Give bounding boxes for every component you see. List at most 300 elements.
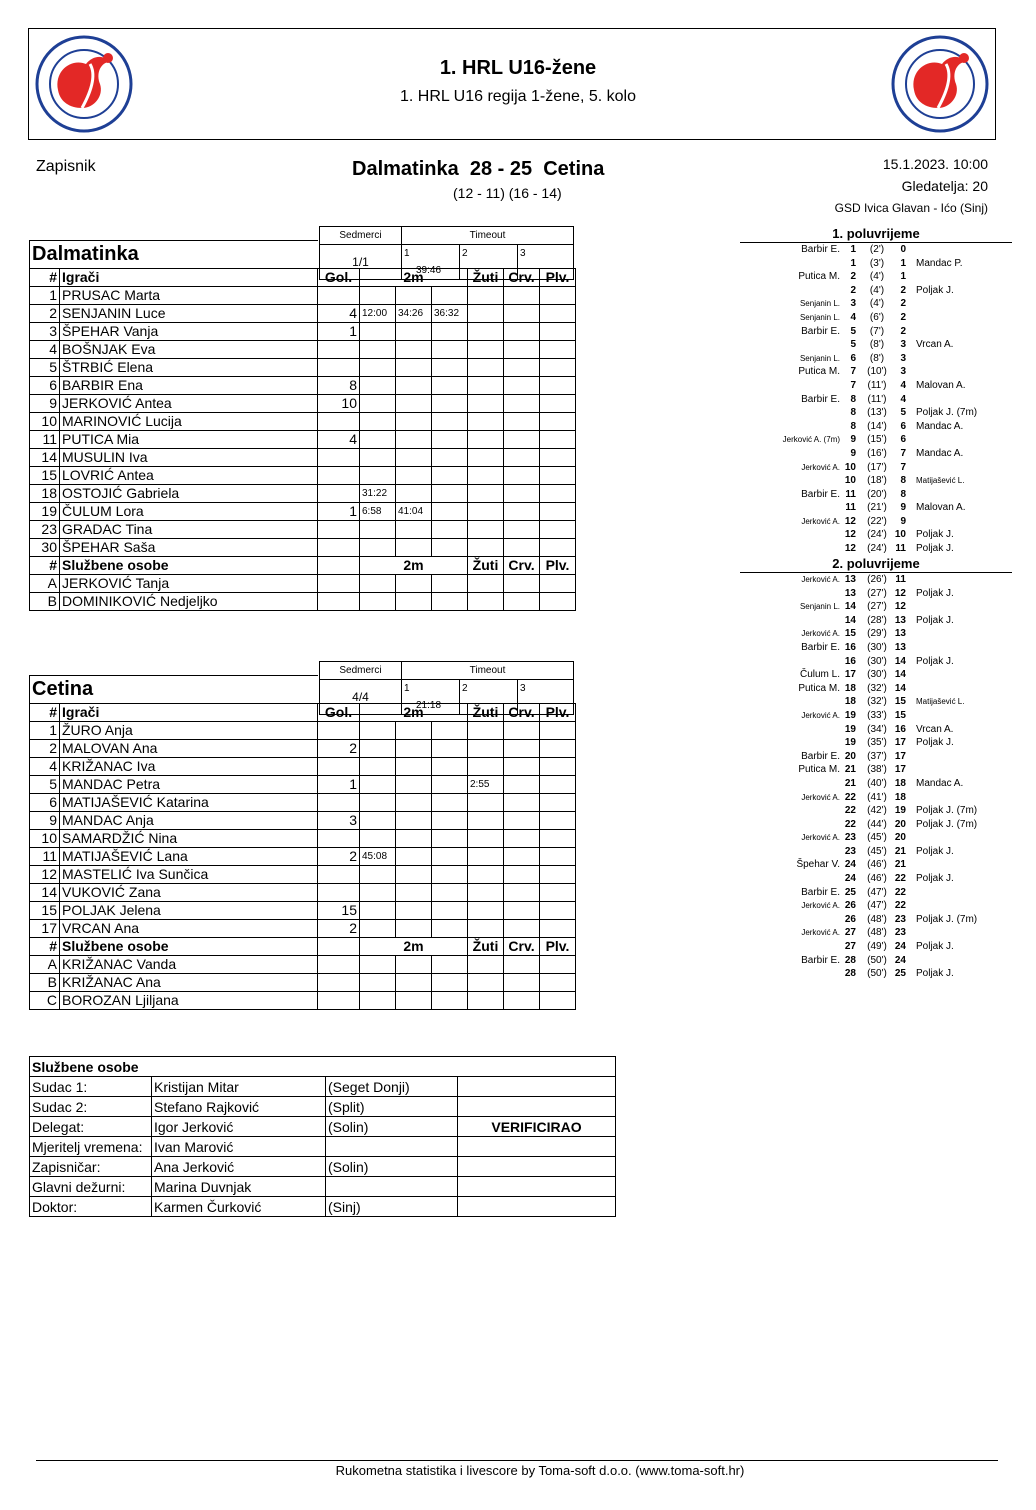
event-minute: (6')	[869, 311, 885, 323]
official-role: Glavni dežurni:	[30, 1177, 152, 1197]
away-score: 14	[894, 655, 906, 667]
player-number: 14	[30, 884, 60, 902]
official-name: KRIŽANAC Vanda	[60, 956, 318, 974]
suspension-1: 31:22	[360, 485, 396, 503]
timeout-1-label: 1	[404, 683, 410, 694]
suspension-2	[396, 485, 432, 503]
suspension-1	[360, 740, 396, 758]
player-goals	[318, 830, 360, 848]
player-name: VUKOVIĆ Zana	[60, 884, 318, 902]
official-name: DOMINIKOVIĆ Nedjeljko	[60, 593, 318, 611]
timeout-2-label: 2	[460, 680, 518, 715]
away-score: 3	[900, 352, 906, 364]
suspension-2	[396, 521, 432, 539]
player-row	[30, 377, 576, 395]
goal-event	[740, 804, 1020, 818]
away-score: 24	[894, 954, 906, 966]
official-place: (Sinj)	[326, 1197, 458, 1217]
away-team-name: Cetina	[543, 158, 605, 180]
suspension-1	[360, 776, 396, 794]
home-scorer: Senjanin L.	[799, 353, 840, 363]
red-card	[504, 920, 540, 938]
half-scores: (12 - 11) (16 - 14)	[453, 185, 562, 201]
player-row	[30, 539, 576, 557]
suspension-3	[432, 449, 468, 467]
goal-event	[740, 736, 1020, 750]
away-scorer: Poljak J.	[916, 284, 954, 296]
player-number: 9	[30, 395, 60, 413]
verification-cell	[458, 1097, 616, 1117]
away-score: 12	[894, 587, 906, 599]
suspension-3	[432, 521, 468, 539]
home-score: 27	[844, 927, 856, 939]
goal-event	[740, 845, 1020, 859]
red-card	[504, 992, 540, 1010]
player-row	[30, 794, 576, 812]
player-name: MANDAC Anja	[60, 812, 318, 830]
red-card	[504, 884, 540, 902]
home-score: 12	[844, 515, 856, 527]
event-minute: (4')	[869, 298, 885, 310]
suspension-3	[432, 722, 468, 740]
verification-cell	[458, 1157, 616, 1177]
event-minute: (20')	[867, 488, 887, 500]
home-score: 18	[844, 682, 856, 694]
event-minute: (48')	[867, 927, 887, 939]
event-minute: (28')	[867, 614, 887, 626]
player-row	[30, 485, 576, 503]
official-table-row	[30, 1117, 616, 1137]
official-letter: B	[30, 593, 60, 611]
sedmerci-label: Sedmerci	[320, 662, 402, 680]
yellow-card	[468, 956, 504, 974]
away-scorer: Mandac A.	[916, 777, 964, 789]
player-name: PRUSAC Marta	[60, 287, 318, 305]
timeout-2-label: 2	[460, 245, 518, 280]
player-name: KRIŽANAC Iva	[60, 758, 318, 776]
spectators: Gledatelja: 20	[901, 178, 988, 194]
event-minute: (30')	[867, 669, 887, 681]
goal-event	[740, 284, 1020, 298]
goal-event	[740, 641, 1020, 655]
event-minute: (7')	[869, 325, 885, 337]
home-scorer: Jerković A.	[801, 901, 840, 911]
player-goals: 3	[318, 812, 360, 830]
red-card	[504, 503, 540, 521]
suspension-3	[432, 359, 468, 377]
suspension-2	[396, 884, 432, 902]
red-card	[504, 413, 540, 431]
suspension-1	[360, 359, 396, 377]
player-row	[30, 395, 576, 413]
home-scorer: Špehar V.	[796, 859, 840, 871]
blue-card	[540, 920, 576, 938]
col-gol: Gol.	[318, 269, 360, 287]
suspension-1	[360, 341, 396, 359]
home-score: 8	[850, 420, 856, 432]
suspension-1	[360, 794, 396, 812]
goal-event	[740, 777, 1020, 791]
suspension-2: 34:26	[396, 305, 432, 323]
yellow-card	[468, 812, 504, 830]
away-score: 8	[900, 475, 906, 487]
blue-card	[540, 395, 576, 413]
col-2m: 2m	[360, 938, 468, 956]
event-minute: (50')	[867, 954, 887, 966]
blue-card	[540, 884, 576, 902]
home-scorer: Barbir E.	[801, 488, 840, 500]
goal-event	[740, 614, 1020, 628]
away-scorer: Poljak J.	[916, 968, 954, 980]
goal-event	[740, 682, 1020, 696]
home-score: 26	[844, 913, 856, 925]
away-score: 4	[900, 379, 906, 391]
away-score: 19	[894, 805, 906, 817]
home-scorer: Putica M.	[798, 764, 840, 776]
yellow-card	[468, 830, 504, 848]
footer-text: Rukometna statistika i livescore by Toma-soft d.o.o. (www.toma-soft.hr)	[335, 1463, 745, 1478]
home-scorer: Senjanin L.	[799, 602, 840, 612]
event-minute: (27')	[867, 587, 887, 599]
suspension-2	[396, 359, 432, 377]
away-scorer: Poljak J.	[916, 614, 954, 626]
official-place	[326, 1137, 458, 1157]
blue-card	[540, 848, 576, 866]
official-role: Mjeritelj vremena:	[30, 1137, 152, 1157]
yellow-card	[468, 848, 504, 866]
red-card	[504, 830, 540, 848]
goal-event	[740, 886, 1020, 900]
player-goals	[318, 467, 360, 485]
suspension-3	[432, 794, 468, 812]
official-table-row	[30, 1077, 616, 1097]
home-scorer: Putica M.	[798, 271, 840, 283]
home-scorer: Jerković A.	[801, 792, 840, 802]
timeout-label: Timeout	[402, 662, 574, 680]
goal-event	[740, 338, 1020, 352]
player-goals	[318, 794, 360, 812]
blue-card	[540, 503, 576, 521]
yellow-card	[468, 722, 504, 740]
col-plv: Plv.	[540, 557, 576, 575]
event-minute: (30')	[867, 641, 887, 653]
player-goals: 1	[318, 323, 360, 341]
goal-event	[740, 297, 1020, 311]
blue-card	[540, 830, 576, 848]
suspension-1	[360, 539, 396, 557]
event-minute: (48')	[867, 913, 887, 925]
event-minute: (32')	[867, 696, 887, 708]
goal-event	[740, 528, 1020, 542]
away-score: 6	[900, 434, 906, 446]
player-number: 19	[30, 503, 60, 521]
goal-event	[740, 695, 1020, 709]
player-name: POLJAK Jelena	[60, 902, 318, 920]
suspension-1	[360, 974, 396, 992]
event-minute: (49')	[867, 941, 887, 953]
blue-card	[540, 467, 576, 485]
blue-card	[540, 575, 576, 593]
home-score: 8	[850, 393, 856, 405]
goal-event	[740, 447, 1020, 461]
official-table-row	[30, 1097, 616, 1117]
away-scorer: Poljak J.	[916, 655, 954, 667]
player-number: 14	[30, 449, 60, 467]
away-score: 6	[900, 420, 906, 432]
player-goals	[318, 521, 360, 539]
home-score: 22	[844, 818, 856, 830]
yellow-card	[468, 503, 504, 521]
away-score: 13	[894, 614, 906, 626]
suspension-3	[432, 593, 468, 611]
official-name: BOROZAN Ljiljana	[60, 992, 318, 1010]
yellow-card	[468, 521, 504, 539]
goal-event	[740, 872, 1020, 886]
home-scorer: Barbir E.	[801, 886, 840, 898]
home-score: 23	[844, 832, 856, 844]
home-score: 10	[844, 475, 856, 487]
event-minute: (45')	[867, 832, 887, 844]
home-score: 1	[850, 257, 856, 269]
player-number: 2	[30, 305, 60, 323]
suspension-2	[396, 539, 432, 557]
home-score: 13	[844, 587, 856, 599]
home-scorer: Barbir E.	[801, 244, 840, 255]
official-role: Doktor:	[30, 1197, 152, 1217]
goal-event	[740, 542, 1020, 556]
suspension-3	[432, 413, 468, 431]
away-score: 2	[900, 284, 906, 296]
player-name: LOVRIĆ Antea	[60, 467, 318, 485]
player-goals	[318, 413, 360, 431]
player-number: 10	[30, 413, 60, 431]
player-number: 12	[30, 866, 60, 884]
red-card	[504, 593, 540, 611]
suspension-1	[360, 992, 396, 1010]
suspension-1	[360, 521, 396, 539]
away-score: 4	[900, 393, 906, 405]
half1-events	[740, 243, 1020, 556]
official-name: KRIŽANAC Ana	[60, 974, 318, 992]
goal-event	[740, 858, 1020, 872]
goal-event	[740, 325, 1020, 339]
player-goals: 2	[318, 920, 360, 938]
yellow-card	[468, 287, 504, 305]
home-team-table	[29, 240, 576, 611]
home-scorer: Jerković A.	[801, 928, 840, 938]
home-scorer: Barbir E.	[801, 750, 840, 762]
player-name: MASTELIĆ Iva Sunčica	[60, 866, 318, 884]
event-minute: (24')	[867, 543, 887, 555]
player-name: SENJANIN Luce	[60, 305, 318, 323]
official-row	[30, 575, 576, 593]
col-zuti: Žuti	[468, 557, 504, 575]
officials-title: Službene osobe	[30, 1057, 616, 1077]
red-card	[504, 539, 540, 557]
player-name: ŽURO Anja	[60, 722, 318, 740]
blue-card	[540, 377, 576, 395]
suspension-1: 45:08	[360, 848, 396, 866]
away-scorer: Mandac A.	[916, 420, 964, 432]
away-score: 18	[894, 777, 906, 789]
away-scorer: Poljak J. (7m)	[916, 805, 978, 817]
event-minute: (50')	[867, 968, 887, 980]
official-person: Ana Jerković	[152, 1157, 326, 1177]
player-number: 30	[30, 539, 60, 557]
home-score: 5	[850, 339, 856, 351]
suspension-3	[432, 341, 468, 359]
goal-event	[740, 474, 1020, 488]
half1-label	[740, 226, 1012, 243]
player-goals	[318, 485, 360, 503]
event-minute: (44')	[867, 818, 887, 830]
blue-card	[540, 776, 576, 794]
suspension-2	[396, 758, 432, 776]
yellow-card	[468, 920, 504, 938]
goal-event	[740, 270, 1020, 284]
event-minute: (24')	[867, 529, 887, 541]
player-goals	[318, 449, 360, 467]
event-minute: (47')	[867, 886, 887, 898]
away-score: 23	[894, 913, 906, 925]
player-name: SAMARDŽIĆ Nina	[60, 830, 318, 848]
blue-card	[540, 740, 576, 758]
suspension-1	[360, 575, 396, 593]
suspension-1	[360, 866, 396, 884]
yellow-card	[468, 467, 504, 485]
away-scorer: Poljak J.	[916, 587, 954, 599]
yellow-card	[468, 431, 504, 449]
home-scorer: Jerković A. (7m)	[782, 435, 840, 445]
goal-event	[740, 709, 1020, 723]
verification-cell	[458, 1197, 616, 1217]
away-scorer: Malovan A.	[916, 379, 966, 391]
player-goals: 1	[318, 776, 360, 794]
away-score: 1	[900, 271, 906, 283]
player-name: MATIJAŠEVIĆ Katarina	[60, 794, 318, 812]
yellow-card	[468, 395, 504, 413]
player-row	[30, 920, 576, 938]
blue-card	[540, 866, 576, 884]
event-minute: (34')	[867, 723, 887, 735]
suspension-2	[396, 467, 432, 485]
col-hash: #	[30, 557, 60, 575]
player-number: 1	[30, 722, 60, 740]
goal-event	[740, 831, 1020, 845]
col-igraci: Igrači	[60, 704, 318, 722]
home-score: 19	[844, 709, 856, 721]
player-number: 4	[30, 341, 60, 359]
yellow-card	[468, 575, 504, 593]
goal-event	[740, 420, 1020, 434]
goal-event	[740, 587, 1020, 601]
red-card	[504, 449, 540, 467]
timeout-3-label: 3	[518, 680, 574, 715]
player-row	[30, 503, 576, 521]
home-score: 18	[844, 696, 856, 708]
player-number: 1	[30, 287, 60, 305]
goal-event	[740, 818, 1020, 832]
player-goals: 10	[318, 395, 360, 413]
goal-event	[740, 600, 1020, 614]
suspension-1	[360, 830, 396, 848]
player-number: 15	[30, 902, 60, 920]
blue-card	[540, 449, 576, 467]
suspension-1: 6:58	[360, 503, 396, 521]
away-score: 22	[894, 886, 906, 898]
away-score: 1	[900, 257, 906, 269]
red-card	[504, 287, 540, 305]
player-name: MUSULIN Iva	[60, 449, 318, 467]
event-minute: (37')	[867, 750, 887, 762]
event-minute: (26')	[867, 574, 887, 585]
player-name: MANDAC Petra	[60, 776, 318, 794]
player-number: 17	[30, 920, 60, 938]
home-score: 28	[844, 968, 856, 980]
away-score: 20	[894, 832, 906, 844]
away-score: 22	[894, 900, 906, 912]
suspension-3	[432, 956, 468, 974]
player-number: 6	[30, 794, 60, 812]
blue-card	[540, 287, 576, 305]
player-name: OSTOJIĆ Gabriela	[60, 485, 318, 503]
away-scorer: Malovan A.	[916, 502, 966, 514]
player-row	[30, 467, 576, 485]
away-scorer: Vrcan A.	[916, 339, 954, 351]
official-place: (Split)	[326, 1097, 458, 1117]
away-score: 12	[894, 601, 906, 613]
player-number: 11	[30, 431, 60, 449]
home-scorer: Jerković A.	[801, 462, 840, 472]
goal-event	[740, 899, 1020, 913]
yellow-card	[468, 539, 504, 557]
home-score: 12	[844, 529, 856, 541]
yellow-card	[468, 902, 504, 920]
player-row	[30, 413, 576, 431]
away-score: 17	[894, 750, 906, 762]
player-number: 11	[30, 848, 60, 866]
away-scorer: Poljak J. (7m)	[916, 818, 978, 830]
away-score: 3	[900, 339, 906, 351]
away-score: 25	[894, 968, 906, 980]
blue-card	[540, 413, 576, 431]
col-zuti: Žuti	[468, 938, 504, 956]
suspension-3	[432, 758, 468, 776]
official-role: Sudac 1:	[30, 1077, 152, 1097]
away-score: 15	[894, 696, 906, 708]
suspension-2	[396, 794, 432, 812]
away-team-table	[29, 675, 576, 1010]
suspension-3	[432, 992, 468, 1010]
home-team-name: Dalmatinka	[352, 158, 459, 180]
player-number: 2	[30, 740, 60, 758]
away-score: 9	[900, 515, 906, 527]
home-scorer: Jerković A.	[801, 516, 840, 526]
suspension-1	[360, 377, 396, 395]
suspension-3	[432, 287, 468, 305]
suspension-3	[432, 485, 468, 503]
player-goals	[318, 287, 360, 305]
official-person: Marina Duvnjak	[152, 1177, 326, 1197]
suspension-2	[396, 992, 432, 1010]
player-number: 4	[30, 758, 60, 776]
suspension-2	[396, 593, 432, 611]
suspension-3	[432, 812, 468, 830]
away-score: 23	[894, 927, 906, 939]
official-name: JERKOVIĆ Tanja	[60, 575, 318, 593]
event-minute: (30')	[867, 655, 887, 667]
goal-event	[740, 257, 1020, 271]
